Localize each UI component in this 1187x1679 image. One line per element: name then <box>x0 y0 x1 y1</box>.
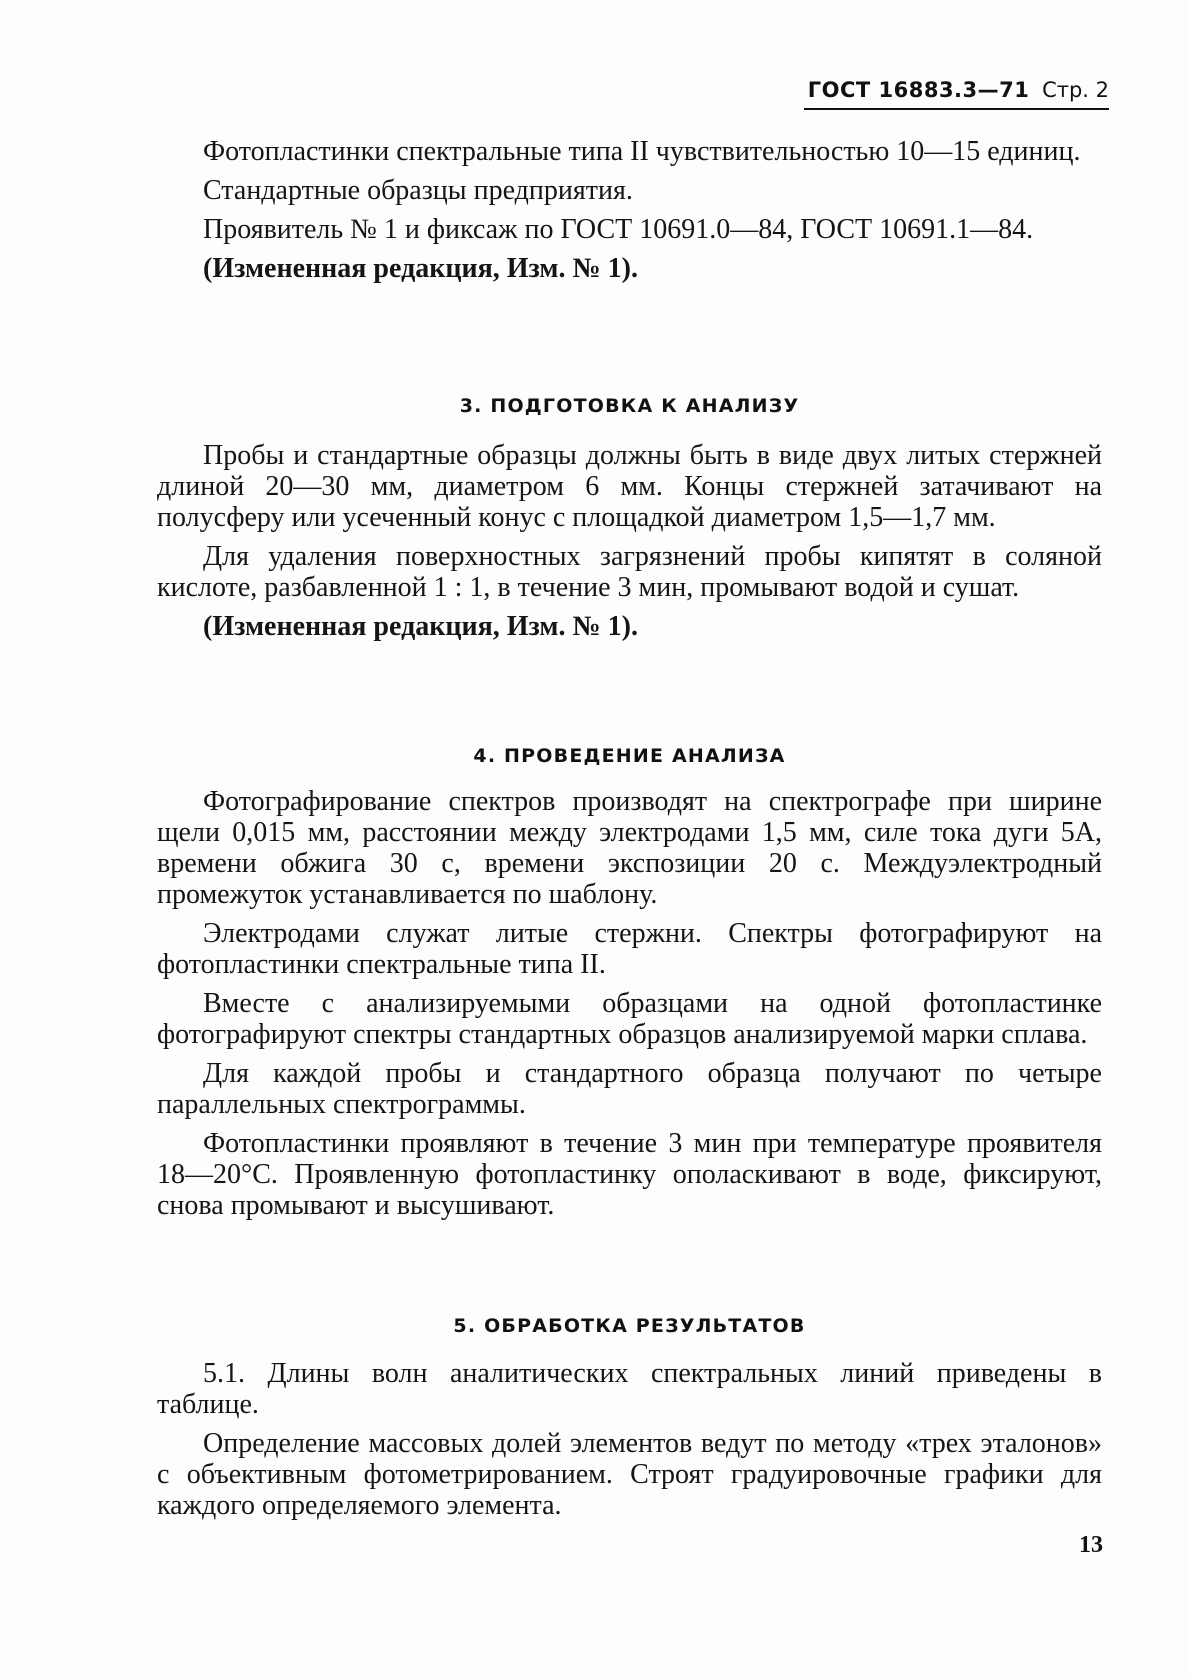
paragraph: 5.1. Длины волн аналитических спектральных линий приведены в таблице. <box>157 1358 1102 1420</box>
paragraph: Фотографирование спектров производят на спектрографе при ширине щели 0,015 мм, расстоянии между электродами 1,5 мм, силе тока дуги 5А, времени обжига 30 с, времени экспозиции 20 с. Междуэлектродный промежуток устанавливается по шаблону. <box>157 786 1102 910</box>
section-5-title: 5. ОБРАБОТКА РЕЗУЛЬТАТОВ <box>453 1315 806 1337</box>
paragraph: Для каждой пробы и стандартного образца получают по четыре параллельных спектрограммы. <box>157 1058 1102 1120</box>
page-label: Стр. 2 <box>1042 78 1109 102</box>
intro-block <box>157 136 1102 292</box>
section-4-title: 4. ПРОВЕДЕНИЕ АНАЛИЗА <box>473 745 786 767</box>
paragraph: Стандартные образцы предприятия. <box>203 175 633 206</box>
section-3-body <box>157 440 1102 650</box>
paragraph: Электродами служат литые стержни. Спектры фотографируют на фотопластинки спектральные типа II. <box>157 918 1102 980</box>
paragraph: Для удаления поверхностных загрязнений пробы кипятят в соляной кислоте, разбавленной 1 : 1, в течение 3 мин, промывают водой и сушат. <box>157 541 1102 603</box>
paragraph: Проявитель № 1 и фиксаж по ГОСТ 10691.0—84, ГОСТ 10691.1—84. <box>203 214 1034 245</box>
paragraph: Фотопластинки проявляют в течение 3 мин при температуре проявителя 18—20°С. Проявленную фотопластинку ополаскивают в воде, фиксируют, снова промывают и высушивают. <box>157 1128 1102 1221</box>
paragraph: Определение массовых долей элементов ведут по методу «трех эталонов» с объективным фотометрированием. Строят градуировочные графики для каждого определяемого элемента. <box>157 1428 1102 1521</box>
section-4-body <box>157 786 1102 1229</box>
paragraph: Фотопластинки спектральные типа II чувствительностью 10—15 единиц. <box>203 136 1081 167</box>
section-3-title: 3. ПОДГОТОВКА К АНАЛИЗУ <box>459 395 800 417</box>
amendment-note: (Измененная редакция, Изм. № 1). <box>203 611 638 642</box>
paragraph: Вместе с анализируемыми образцами на одной фотопластинке фотографируют спектры стандартных образцов анализируемой марки сплава. <box>157 988 1102 1050</box>
page-number: 13 <box>1079 1532 1103 1558</box>
paragraph: Пробы и стандартные образцы должны быть в виде двух литых стержней длиной 20—30 мм, диаметром 6 мм. Концы стержней затачивают на полусферу или усеченный конус с площадкой диаметром 1,5—1,7 мм. <box>157 440 1102 533</box>
amendment-note: (Измененная редакция, Изм. № 1). <box>203 253 638 284</box>
section-5-body <box>157 1358 1102 1529</box>
page-header <box>804 78 1109 110</box>
standard-id: ГОСТ 16883.3—71 <box>807 78 1030 102</box>
